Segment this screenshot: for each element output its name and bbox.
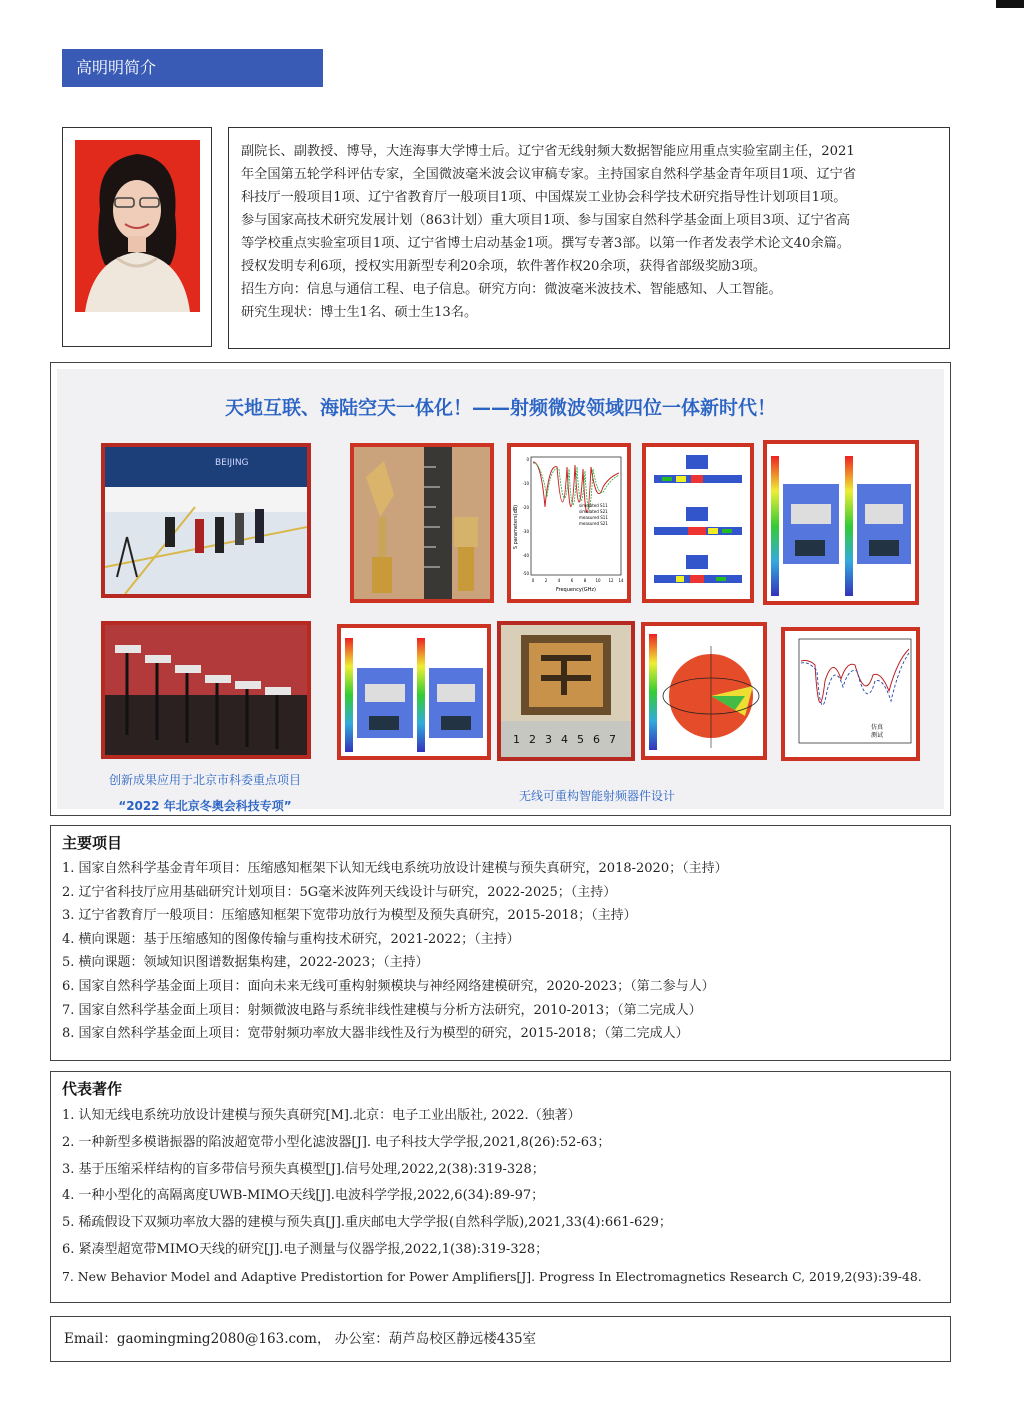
chart-xlabel: Frequency(GHz) bbox=[556, 587, 596, 593]
bio-line: 授权发明专利6项，授权实用新型专利20余项，软件著作权20余项，获得省部级奖励3项。 bbox=[241, 259, 767, 274]
contact-info: Email：gaomingming2080@163.com， 办公室：葫芦岛校区静远楼435室 bbox=[50, 1316, 951, 1362]
bio-line: 副院长、副教授、博导，大连海事大学博士后。辽宁省无线射频大数据智能应用重点实验室副主任，2021 bbox=[241, 144, 855, 159]
pcb-device-photo bbox=[497, 621, 635, 761]
svg-text:4: 4 bbox=[557, 578, 561, 583]
chart-legend-entry: simulated S11 bbox=[579, 503, 608, 508]
antenna-array-photo bbox=[101, 621, 311, 759]
svg-text:12: 12 bbox=[608, 578, 614, 583]
s-parameter-chart-2 bbox=[781, 627, 920, 761]
svg-text:6: 6 bbox=[593, 733, 600, 746]
bio-line: 科技厅一般项目1项、辽宁省教育厅一般项目1项、中国煤炭工业协会科学技术研究指导性计划项目1项。 bbox=[241, 190, 847, 205]
feature-figure bbox=[50, 362, 951, 816]
projects-section bbox=[50, 825, 951, 1061]
project-item: 6. 国家自然科学基金面上项目：面向未来无线可重构射频模块与神经网络建模研究，2020-2023；（第二参与人） bbox=[62, 978, 715, 994]
svg-text:10: 10 bbox=[595, 578, 601, 583]
bio-line: 等学校重点实验室项目1项、辽宁省博士启动基金1项。撰写专著3部。以第一作者发表学术论文40余篇。 bbox=[241, 236, 851, 251]
bio-line: 研究生现状：博士生1名、硕士生13名。 bbox=[241, 305, 478, 320]
bio-line: 招生方向：信息与通信工程、电子信息。研究方向：微波毫米波技术、智能感知、人工智能。 bbox=[241, 282, 782, 297]
svg-text:-20: -20 bbox=[522, 505, 529, 510]
chart-legend-entry: measured S11 bbox=[579, 515, 608, 520]
project-item: 4. 横向课题：基于压缩感知的图像传输与重构技术研究，2021-2022；（主持） bbox=[62, 931, 520, 947]
project-item: 5. 横向课题：领域知识图谱数据集构建，2022-2023；（主持） bbox=[62, 955, 429, 971]
svg-text:-40: -40 bbox=[522, 553, 529, 558]
chart-ylabel: S parameters(dB) bbox=[513, 504, 519, 550]
svg-text:-50: -50 bbox=[522, 571, 529, 576]
publication-item: 7. New Behavior Model and Adaptive Predistortion for Power Amplifiers[J]. Progress In Electromagnetics Research C, 2019,2(93):39-48. bbox=[62, 1268, 922, 1284]
field-simulation-2 bbox=[763, 440, 919, 605]
field-simulation-1 bbox=[642, 443, 754, 603]
radiation-pattern bbox=[641, 622, 767, 760]
publications-heading: 代表著作 bbox=[62, 1080, 123, 1098]
caption-left-1: 创新成果应用于北京市科委重点项目 bbox=[108, 773, 301, 787]
project-item: 8. 国家自然科学基金面上项目：宽带射频功率放大器非线性及行为模型的研究，2015-2018；（第二完成人） bbox=[62, 1026, 689, 1042]
project-item: 2. 辽宁省科技厅应用基础研究计划项目：5G毫米波阵列天线设计与研究，2022-2025；（主持） bbox=[62, 884, 617, 900]
svg-text:7: 7 bbox=[609, 733, 616, 746]
svg-text:-30: -30 bbox=[522, 529, 529, 534]
publication-item: 3. 基于压缩采样结构的盲多带信号预失真模型[J].信号处理,2022,2(38):319-328； bbox=[62, 1161, 545, 1177]
projects-heading: 主要项目 bbox=[62, 834, 123, 852]
project-item: 7. 国家自然科学基金面上项目：射频微波电路与系统非线性建模与分析方法研究，2010-2013；（第二完成人） bbox=[62, 1002, 702, 1018]
caption-right: 无线可重构智能射频器件设计 bbox=[518, 789, 675, 803]
svg-text:5: 5 bbox=[577, 733, 584, 746]
sign-text: BEIJING bbox=[215, 458, 249, 468]
svg-text:2: 2 bbox=[529, 733, 536, 746]
corner-mark bbox=[996, 0, 1024, 8]
chart-legend-entry: measured S21 bbox=[579, 521, 608, 526]
bio-line: 参与国家高技术研究发展计划（863计划）重大项目1项、参与国家自然科学基金面上项目3项、辽宁省高 bbox=[241, 213, 851, 228]
chart-legend-entry: simulated S21 bbox=[579, 509, 608, 514]
svg-text:8: 8 bbox=[583, 578, 587, 583]
publication-item: 6. 紧凑型超宽带MIMO天线的研究[J].电子测量与仪器学报,2022,1(38):319-328； bbox=[62, 1241, 549, 1257]
profile-photo bbox=[75, 140, 200, 312]
svg-text:0: 0 bbox=[526, 457, 529, 462]
svg-text:14: 14 bbox=[618, 578, 624, 583]
svg-text:4: 4 bbox=[561, 733, 568, 746]
svg-text:1: 1 bbox=[513, 733, 520, 746]
publication-item: 4. 一种小型化的高隔离度UWB-MIMO天线[J].电波科学学报,2022,6(34):89-97； bbox=[62, 1188, 545, 1204]
svg-text:0: 0 bbox=[531, 578, 535, 583]
ice-rink-photo bbox=[101, 443, 311, 598]
legend2-entry: 测试 bbox=[871, 732, 884, 739]
svg-text:6: 6 bbox=[570, 578, 574, 583]
svg-text:-10: -10 bbox=[522, 481, 529, 486]
publication-item: 5. 稀疏假设下双频功率放大器的建模与预失真[J].重庆邮电大学学报(自然科学版),2021,33(4):661-629； bbox=[62, 1215, 672, 1231]
bio-line: 年全国第五轮学科评估专家，全国微波毫米波会议审稿专家。主持国家自然科学基金青年项目1项、辽宁省 bbox=[241, 167, 857, 182]
field-simulation-3 bbox=[337, 624, 491, 760]
legend2-entry: 仿真 bbox=[871, 724, 884, 731]
section-title: 高明明简介 bbox=[62, 49, 323, 87]
publications-section bbox=[50, 1071, 951, 1303]
caption-left-2: “2022 年北京冬奥会科技专项” bbox=[118, 799, 292, 813]
s-parameter-chart bbox=[507, 443, 631, 603]
project-item: 3. 辽宁省教育厅一般项目：压缩感知框架下宽带功放行为模型及预失真研究，2015-2018；（主持） bbox=[62, 908, 637, 924]
svg-text:2: 2 bbox=[544, 578, 548, 583]
project-item: 1. 国家自然科学基金青年项目：压缩感知框架下认知无线电系统功放设计建模与预失真研究，2018-2020；（主持） bbox=[62, 861, 728, 876]
svg-text:3: 3 bbox=[545, 733, 552, 746]
antenna-photo bbox=[350, 443, 494, 603]
profile-photo-frame bbox=[62, 127, 212, 347]
feature-banner: 天地互联、海陆空天一体化！——射频微波领域四位一体新时代！ bbox=[224, 397, 776, 419]
publication-item: 2. 一种新型多模谐振器的陷波超宽带小型化滤波器[J]. 电子科技大学学报,2021,8(26):52-63； bbox=[62, 1134, 611, 1150]
bio-text bbox=[228, 127, 950, 349]
publication-item: 1. 认知无线电系统功放设计建模与预失真研究[M].北京：电子工业出版社, 2022.（独著） bbox=[62, 1108, 581, 1123]
